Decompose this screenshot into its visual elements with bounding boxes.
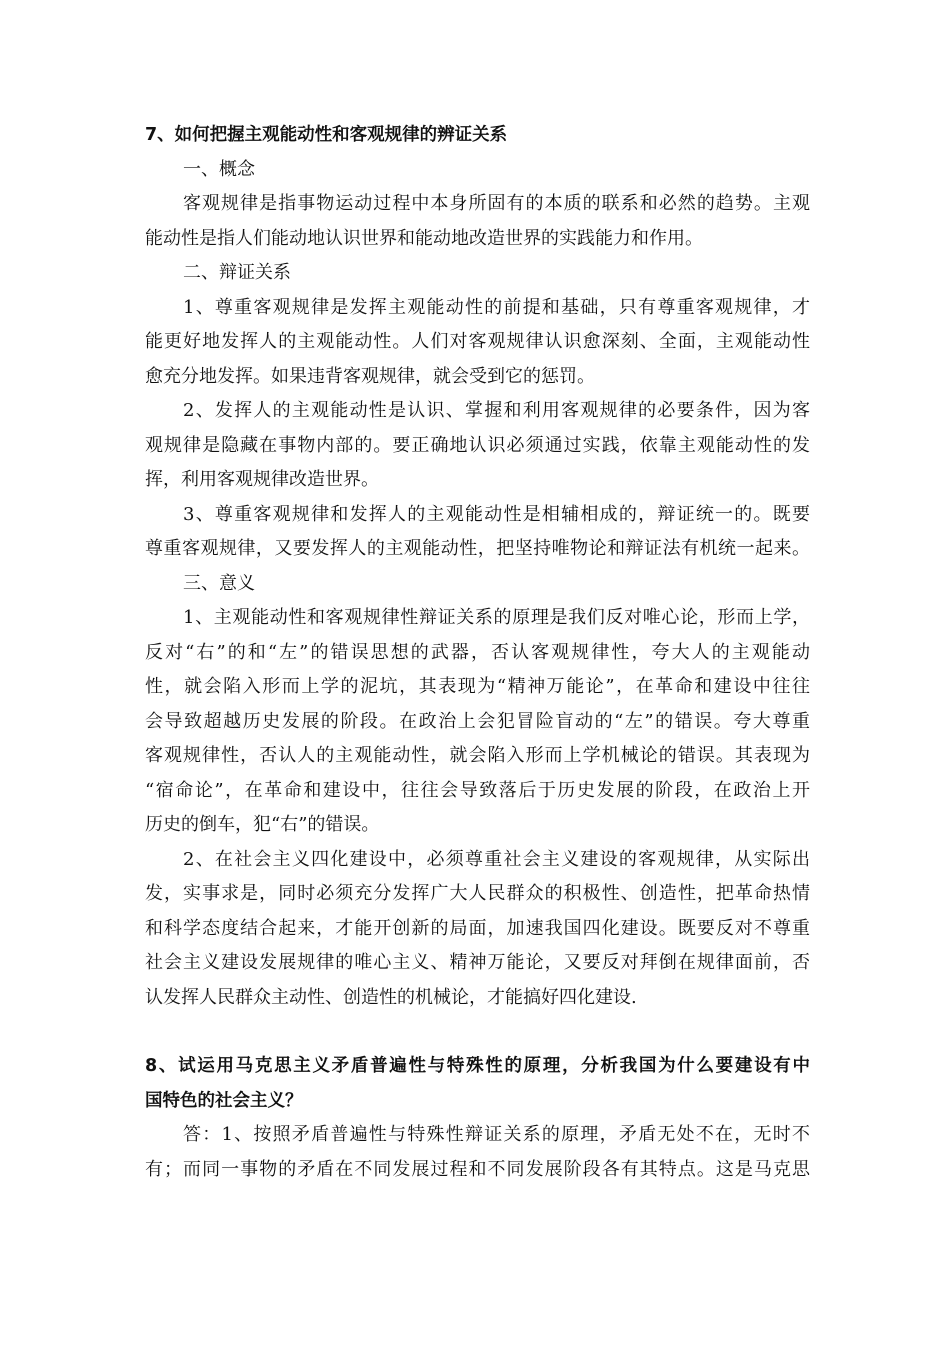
- q7-section3-heading: 三、意义: [183, 572, 255, 594]
- q7-s2-p3-line1: 3、尊重客观规律和发挥人的主观能动性是相辅相成的，辩证统一的。既要: [183, 503, 810, 525]
- q7-s3-p2-line2: 发，实事求是，同时必须充分发挥广大人民群众的积极性、创造性，把革命热情: [145, 883, 810, 904]
- q7-s3-p1-line7: 历史的倒车，犯“右”的错误。: [145, 814, 380, 835]
- section-spacer: [145, 1015, 810, 1049]
- q7-s3-p1-line5: 客观规律性，否认人的主观能动性，就会陷入形而上学机械论的错误。其表现为: [145, 745, 810, 766]
- q7-s3-p2-line3: 和科学态度结合起来，才能开创新的局面，加速我国四化建设。既要反对不尊重: [145, 917, 810, 939]
- q8-answer-line1: 答：1、按照矛盾普遍性与特殊性辩证关系的原理，矛盾无处不在，无时不: [183, 1124, 810, 1145]
- q7-s2-p1-line2: 能更好地发挥人的主观能动性。人们对客观规律认识愈深刻、全面，主观能动性: [145, 331, 810, 352]
- q7-section2-heading: 二、辩证关系: [183, 262, 291, 283]
- q8-title-line1: 8、试运用马克思主义矛盾普遍性与特殊性的原理，分析我国为什么要建设有中: [145, 1056, 810, 1076]
- document-page: [145, 118, 810, 1187]
- q7-s2-p1-line1: 1、尊重客观规律是发挥主观能动性的前提和基础，只有尊重客观规律，才: [183, 296, 810, 318]
- q7-section1-heading: 一、概念: [183, 158, 255, 180]
- q7-s3-p1-line4: 会导致超越历史发展的阶段。在政治上会犯冒险盲动的“左”的错误。夸大尊重: [145, 710, 810, 732]
- q7-s3-p1-line1: 1、主观能动性和客观规律性辩证关系的原理是我们反对唯心论，形而上学，: [183, 607, 810, 628]
- q7-s3-p1-line2: 反对“右”的和“左”的错误思想的武器，否认客观规律性，夸大人的主观能动: [145, 641, 810, 663]
- q7-s2-p3-line2: 尊重客观规律，又要发挥人的主观能动性，把坚持唯物论和辩证法有机统一起来。: [145, 538, 810, 559]
- q7-s2-p2-line1: 2、发挥人的主观能动性是认识、掌握和利用客观规律的必要条件，因为客: [183, 400, 810, 421]
- q8-title-line2: 国特色的社会主义？: [145, 1090, 303, 1111]
- q7-s3-p1-line6: “宿命论”，在革命和建设中，往往会导致落后于历史发展的阶段，在政治上开: [145, 779, 810, 801]
- q7-s1-p1-line1: 客观规律是指事物运动过程中本身所固有的本质的联系和必然的趋势。主观: [183, 193, 810, 214]
- q7-s2-p1-line3: 愈充分地发挥。如果违背客观规律，就会受到它的惩罚。: [145, 365, 595, 387]
- q7-s2-p2-line2: 观规律是隐藏在事物内部的。要正确地认识必须通过实践，依靠主观能动性的发: [145, 434, 810, 456]
- q7-s3-p2-line1: 2、在社会主义四化建设中，必须尊重社会主义建设的客观规律，从实际出: [183, 848, 810, 870]
- q7-s3-p2-line4: 社会主义建设发展规律的唯心主义、精神万能论，又要反对拜倒在规律面前，否: [145, 952, 810, 973]
- q7-s1-p1-line2: 能动性是指人们能动地认识世界和能动地改造世界的实践能力和作用。: [145, 227, 703, 249]
- q7-s2-p2-line3: 挥，利用客观规律改造世界。: [145, 469, 379, 490]
- q8-answer-line2: 有；而同一事物的矛盾在不同发展过程和不同发展阶段各有其特点。这是马克思: [145, 1158, 810, 1180]
- q7-s3-p2-line5: 认发挥人民群众主动性、创造性的机械论，才能搞好四化建设.: [145, 986, 637, 1008]
- q7-s3-p1-line3: 性，就会陷入形而上学的泥坑，其表现为“精神万能论”，在革命和建设中往往: [145, 676, 810, 697]
- q7-title: 7、如何把握主观能动性和客观规律的辨证关系: [145, 125, 508, 145]
